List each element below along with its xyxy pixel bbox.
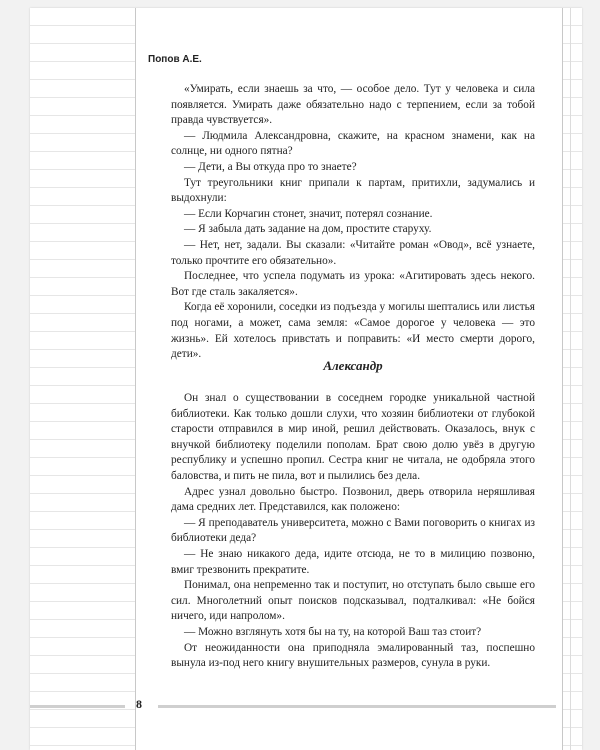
paragraph: — Я забыла дать задание на дом, простите старуху.	[184, 223, 432, 236]
book-page	[30, 8, 582, 750]
left-margin-lines	[30, 8, 135, 750]
paragraph: Последнее, что успела подумать из урока: «Агитировать здесь некого. Вот где сталь закаляется».	[171, 270, 535, 298]
paragraph: Тут треугольники книг припали к партам, притихли, задумались и выдохнули:	[171, 176, 535, 205]
paragraph: — Дети, а Вы откуда про то знаете?	[184, 160, 357, 173]
paragraph: Адрес узнал довольно быстро. Позвонил, дверь отворила неряшливая дама средних лет. Представился, как положено:	[171, 485, 535, 514]
right-margin-lines	[562, 8, 582, 750]
paragraph: — Не знаю никакого деда, идите отсюда, не то в милицию позвоню, вмиг трезвонить прекратите.	[171, 547, 535, 576]
margin-rule-right-outer	[570, 8, 571, 750]
paragraph: — Я преподаватель университета, можно с Вами поговорить о книгах из библиотеки деда?	[171, 516, 535, 545]
paragraph: Когда её хоронили, соседки из подъезда у могилы шептались или листья под ногами, а может, сама земля: «Самое дорогое у человека — это жизнь». Ей хотелось привстать и поправить: «И место смерти дорого, дети».	[171, 301, 535, 361]
paragraph: — Нет, нет, задали. Вы сказали: «Читайте роман «Овод», всё узнаете, только прочтите его обязательно».	[171, 238, 535, 267]
running-head: Попов А.Е.	[148, 54, 202, 65]
paragraph: Понимал, она непременно так и поступит, но отступать было свыше его сил. Многолетний опыт поисков подсказывал, подталкивал: «Не бойся ничего, иди напролом».	[171, 579, 535, 623]
paragraph: «Умирать, если знаешь за что, — особое дело. Тут у человека и сила появляется. Умирать даже обязательно надо с терпением, если за тобой правда чувствуется».	[171, 83, 535, 127]
paragraph: — Людмила Александровна, скажите, на красном знамени, как на солнце, ни одного пятна?	[171, 129, 535, 158]
footer-rule-left	[30, 705, 125, 708]
margin-rule-left	[135, 8, 136, 750]
paragraph: Он знал о существовании в соседнем городке уникальной частной библиотеки. Как только дошли слухи, что хозяин библиотеки от глубокой старости отправился в мир иной, решил действовать. Оказалось, внук с внучкой библиотеку поделили пополам. Брат свою долю увёз в другую республику и успешно пропил. Сестра книг не читала, не одобряла этого баловства, и пить не пила, вот и пылились без дела.	[171, 392, 535, 482]
paragraph: — Если Корчагин стонет, значит, потерял сознание.	[184, 207, 433, 220]
section-title: Александр	[323, 358, 383, 373]
paragraph: От неожиданности она приподняла эмалированный таз, поспешно вынула из-под него книгу внушительных размеров, сунула в руки.	[171, 641, 535, 670]
page-number: 8	[136, 697, 142, 711]
text-block-part2	[171, 391, 535, 672]
paragraph: — Можно взглянуть хотя бы на ту, на которой Ваш таз стоит?	[184, 625, 482, 638]
text-block-part1	[171, 82, 535, 363]
margin-rule-right	[562, 8, 563, 750]
footer-rule-right	[158, 705, 556, 708]
